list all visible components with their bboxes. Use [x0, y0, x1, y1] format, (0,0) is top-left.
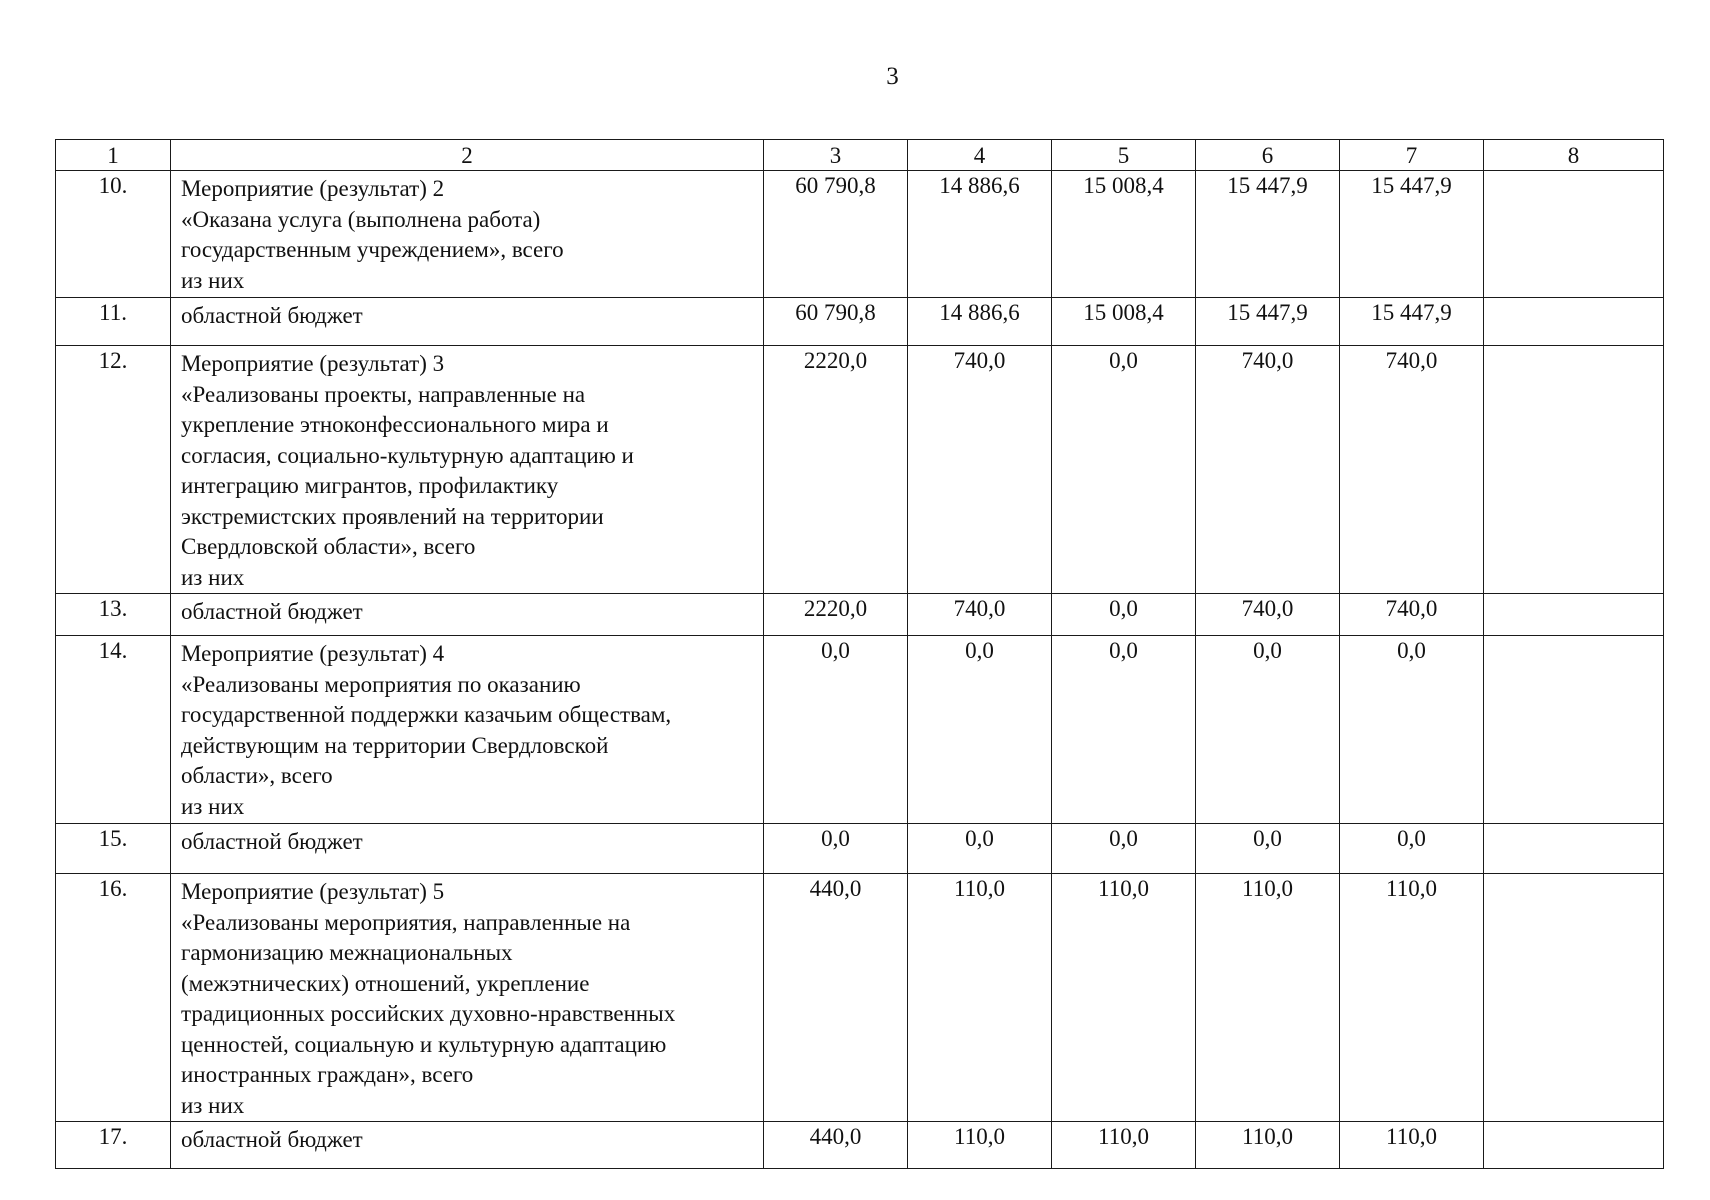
table-row [56, 346, 1664, 594]
value-col-6: 0,0 [1196, 824, 1340, 874]
value-col-8 [1484, 171, 1664, 298]
page-number: 3 [886, 63, 899, 90]
column-header: 6 [1196, 140, 1340, 171]
value-total: 2220,0 [764, 594, 908, 636]
value-col-6: 15 447,9 [1196, 298, 1340, 346]
value-col-6: 740,0 [1196, 346, 1340, 594]
value-total: 0,0 [764, 636, 908, 824]
table-row [56, 1122, 1664, 1169]
row-description: Мероприятие (результат) 2 «Оказана услуга (выполнена работа) государственным учреждением», всего из них [171, 171, 764, 298]
column-header: 3 [764, 140, 908, 171]
value-col-6: 740,0 [1196, 594, 1340, 636]
value-total: 2220,0 [764, 346, 908, 594]
row-description: Мероприятие (результат) 5 «Реализованы мероприятия, направленные на гармонизацию межнациональных (межэтнических) отношений, укрепление традиционных российских духовно-нравственных ценностей, социальную и культурную адаптацию иностранных граждан», всего из них [171, 874, 764, 1122]
column-header: 2 [171, 140, 764, 171]
row-description: Мероприятие (результат) 3 «Реализованы проекты, направленные на укрепление этноконфессионального мира и согласия, социально-культурную адаптацию и интеграцию мигрантов, профилактику экстремистских проявлений на территории Свердловской области», всего из них [171, 346, 764, 594]
table-row [56, 594, 1664, 636]
value-total: 60 790,8 [764, 298, 908, 346]
value-col-4: 740,0 [908, 594, 1052, 636]
value-col-4: 14 886,6 [908, 298, 1052, 346]
value-col-7: 740,0 [1340, 594, 1484, 636]
value-col-4: 0,0 [908, 636, 1052, 824]
table-header-row [56, 140, 1664, 171]
row-number: 14. [56, 636, 171, 824]
value-col-4: 14 886,6 [908, 171, 1052, 298]
value-col-8 [1484, 824, 1664, 874]
value-col-7: 0,0 [1340, 636, 1484, 824]
value-col-8 [1484, 594, 1664, 636]
value-col-4: 110,0 [908, 1122, 1052, 1169]
value-col-7: 110,0 [1340, 874, 1484, 1122]
row-number: 13. [56, 594, 171, 636]
table-row [56, 874, 1664, 1122]
value-col-5: 0,0 [1052, 636, 1196, 824]
value-col-8 [1484, 874, 1664, 1122]
row-number: 12. [56, 346, 171, 594]
value-col-6: 0,0 [1196, 636, 1340, 824]
row-description: Мероприятие (результат) 4 «Реализованы мероприятия по оказанию государственной поддержки казачьим обществам, действующим на территории Свердловской области», всего из них [171, 636, 764, 824]
value-col-8 [1484, 298, 1664, 346]
row-number: 11. [56, 298, 171, 346]
value-col-7: 15 447,9 [1340, 298, 1484, 346]
value-col-5: 0,0 [1052, 594, 1196, 636]
column-header: 7 [1340, 140, 1484, 171]
budget-table [55, 139, 1664, 1169]
column-header: 1 [56, 140, 171, 171]
value-col-5: 15 008,4 [1052, 298, 1196, 346]
row-description: областной бюджет [171, 594, 764, 636]
table-row [56, 298, 1664, 346]
value-col-4: 740,0 [908, 346, 1052, 594]
column-header: 4 [908, 140, 1052, 171]
value-col-6: 15 447,9 [1196, 171, 1340, 298]
value-col-5: 0,0 [1052, 824, 1196, 874]
column-header: 8 [1484, 140, 1664, 171]
value-col-5: 110,0 [1052, 1122, 1196, 1169]
value-total: 0,0 [764, 824, 908, 874]
row-description: областной бюджет [171, 1122, 764, 1169]
value-col-5: 110,0 [1052, 874, 1196, 1122]
table-row [56, 171, 1664, 298]
value-col-8 [1484, 346, 1664, 594]
row-description: областной бюджет [171, 298, 764, 346]
row-number: 10. [56, 171, 171, 298]
value-total: 60 790,8 [764, 171, 908, 298]
value-total: 440,0 [764, 1122, 908, 1169]
row-number: 15. [56, 824, 171, 874]
value-col-6: 110,0 [1196, 1122, 1340, 1169]
table-row [56, 636, 1664, 824]
value-col-7: 0,0 [1340, 824, 1484, 874]
row-number: 17. [56, 1122, 171, 1169]
column-header: 5 [1052, 140, 1196, 171]
value-total: 440,0 [764, 874, 908, 1122]
value-col-8 [1484, 1122, 1664, 1169]
value-col-4: 110,0 [908, 874, 1052, 1122]
row-description: областной бюджет [171, 824, 764, 874]
value-col-8 [1484, 636, 1664, 824]
value-col-5: 15 008,4 [1052, 171, 1196, 298]
value-col-4: 0,0 [908, 824, 1052, 874]
value-col-7: 15 447,9 [1340, 171, 1484, 298]
row-number: 16. [56, 874, 171, 1122]
table-row [56, 824, 1664, 874]
value-col-7: 110,0 [1340, 1122, 1484, 1169]
value-col-6: 110,0 [1196, 874, 1340, 1122]
value-col-5: 0,0 [1052, 346, 1196, 594]
value-col-7: 740,0 [1340, 346, 1484, 594]
